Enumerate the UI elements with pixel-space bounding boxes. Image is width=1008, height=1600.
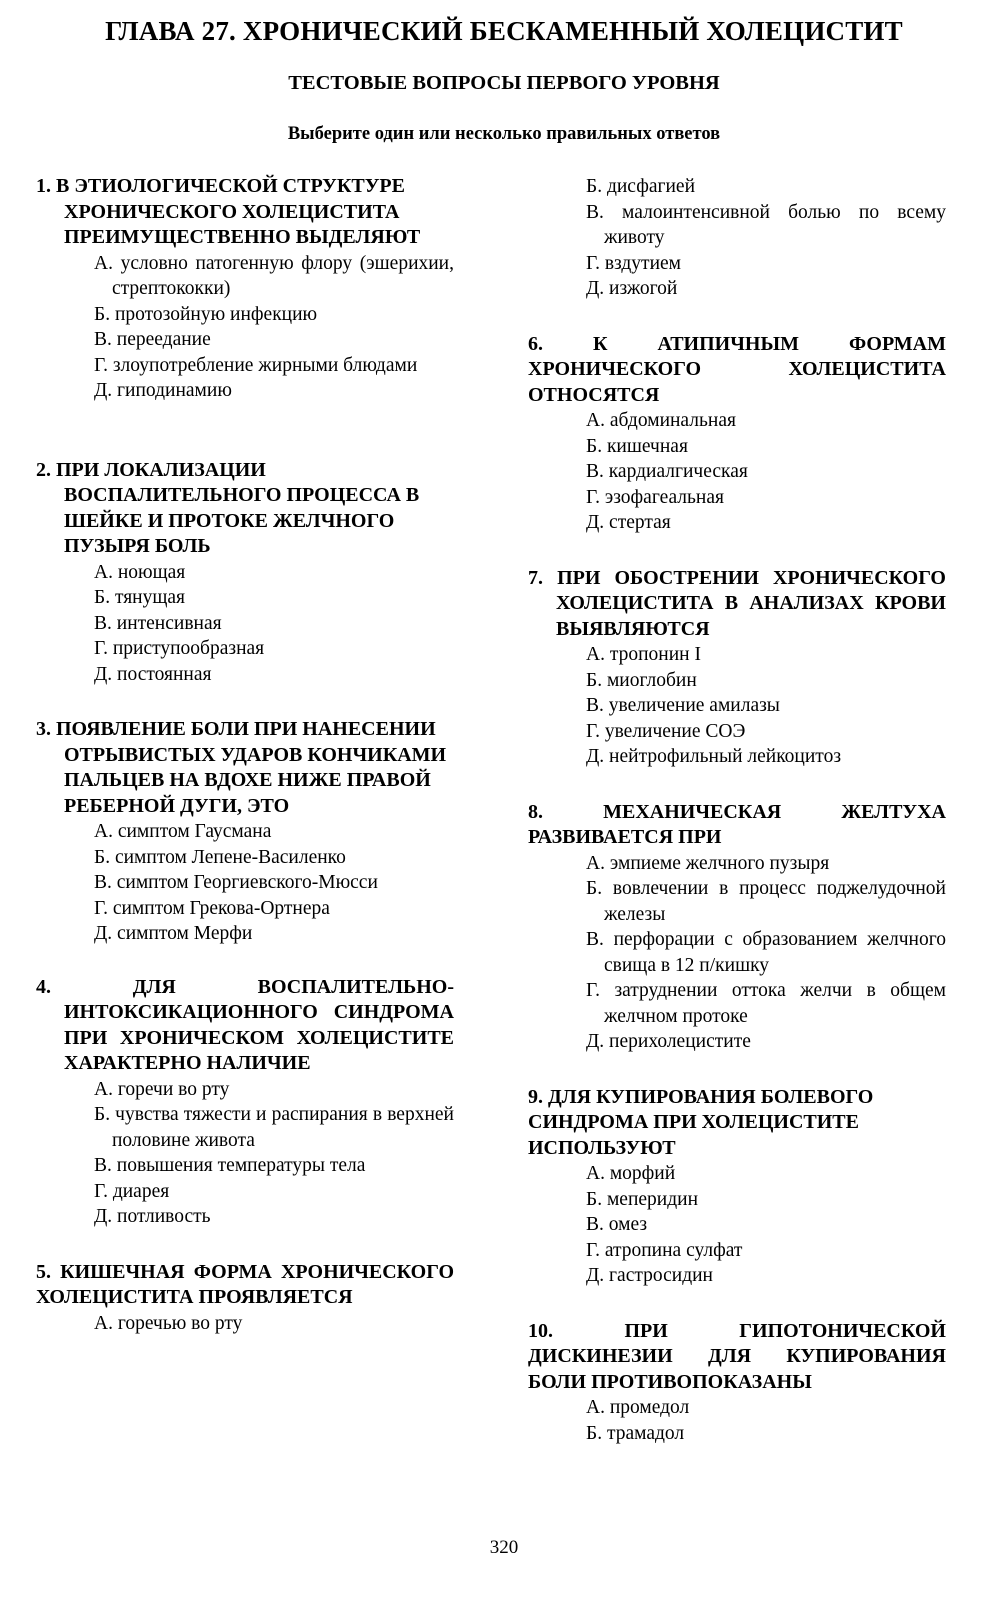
answer-option: Б. трамадол <box>586 1422 685 1444</box>
question-5 <box>36 1260 454 1337</box>
answer-option: Б. протозойную инфекцию <box>94 303 318 325</box>
answer-option: Г. диарея <box>94 1180 170 1202</box>
answer-option: Д. нейтрофильный лейкоцитоз <box>586 746 842 767</box>
answer-option: Г. симптом Грекова-Ортнера <box>94 897 330 919</box>
instruction-text: Выберите один или несколько правильных ответов <box>287 124 721 144</box>
answer-list <box>528 174 946 302</box>
answer-option: Д. симптом Мерфи <box>94 923 253 944</box>
question-6 <box>528 332 946 536</box>
answer-option: В. повышения температуры тела <box>94 1155 366 1176</box>
question-text: 6. К АТИПИЧНЫМ ФОРМАМ ХРОНИЧЕСКОГО ХОЛЕЦИСТИТА ОТНОСЯТСЯ <box>528 332 946 406</box>
answer-option: Г. вздутием <box>586 252 682 274</box>
answer-option: Б. тянущая <box>94 587 186 608</box>
answer-option: Г. злоупотребление жирными блюдами <box>94 354 418 376</box>
answer-option: Д. изжогой <box>586 278 678 299</box>
question-text: 8. МЕХАНИЧЕСКАЯ ЖЕЛТУХА РАЗВИВАЕТСЯ ПРИ <box>528 800 946 848</box>
question-1 <box>36 174 454 404</box>
answer-option: Г. увеличение СОЭ <box>586 720 746 742</box>
answer-list <box>528 642 946 770</box>
left-column <box>36 174 454 1336</box>
question-3 <box>36 717 454 947</box>
answer-option: В. омез <box>586 1214 648 1235</box>
answer-option: Б. миоглобин <box>586 669 697 691</box>
answer-option: Г. атропина сулфат <box>586 1239 743 1261</box>
answer-option: В. симптом Георгиевского-Мюсси <box>94 872 378 893</box>
question-5-continued <box>528 174 946 302</box>
answer-option: Б. дисфагией <box>586 176 696 197</box>
answer-option: В. кардиалгическая <box>586 461 748 482</box>
section-title: ТЕСТОВЫЕ ВОПРОСЫ ПЕРВОГО УРОВНЯ <box>288 72 720 94</box>
answer-option: В. переедание <box>94 329 211 350</box>
answer-option: А. ноющая <box>94 561 186 583</box>
answer-list <box>36 251 454 404</box>
answer-option: Б. кишечная <box>586 435 688 457</box>
question-text: 10. ПРИ ГИПОТОНИЧЕСКОЙ ДИСКИНЕЗИИ ДЛЯ КУПИРОВАНИЯ БОЛИ ПРОТИВОПОКАЗАНЫ <box>528 1319 946 1393</box>
answer-option: Д. постоянная <box>94 663 212 685</box>
answer-option: Г. эзофагеальная <box>586 486 724 508</box>
answer-list <box>528 1161 946 1289</box>
question-8 <box>528 800 946 1055</box>
question-7 <box>528 566 946 770</box>
answer-option: Б. симптом Лепене-Василенко <box>94 846 346 868</box>
question-2 <box>36 458 454 688</box>
answer-option: Б. меперидин <box>586 1188 699 1210</box>
answer-option: А. промедол <box>586 1397 690 1418</box>
question-text: 5. КИШЕЧНАЯ ФОРМА ХРОНИЧЕСКОГО ХОЛЕЦИСТИТА ПРОЯВЛЯЕТСЯ <box>36 1260 454 1308</box>
question-text: 7. ПРИ ОБОСТРЕНИИ ХРОНИЧЕСКОГО ХОЛЕЦИСТИТА В АНАЛИЗАХ КРОВИ ВЫЯВЛЯЮТСЯ <box>528 566 946 640</box>
answer-option: А. тропонин I <box>586 644 701 665</box>
answer-option: А. абдоминальная <box>586 410 736 431</box>
question-text: 4. ДЛЯ ВОСПАЛИТЕЛЬНО-ИНТОКСИКАЦИОННОГО СИНДРОМА ПРИ ХРОНИЧЕСКОМ ХОЛЕЦИСТИТЕ ХАРАКТЕРНО НАЛИЧИЕ <box>36 975 454 1074</box>
answer-option: А. условно патогенную флору (эшерихии, стрептококки) <box>94 252 454 299</box>
answer-option: В. перфорации с образованием желчного свища в 12 п/кишку <box>586 929 946 976</box>
question-4 <box>36 975 454 1230</box>
answer-list <box>528 1395 946 1446</box>
answer-option: В. увеличение амилазы <box>586 695 780 716</box>
answer-option: А. эмпиеме желчного пузыря <box>586 852 830 874</box>
answer-option: Д. гиподинамию <box>94 380 232 401</box>
answer-option: А. горечью во рту <box>94 1312 243 1334</box>
answer-list <box>528 851 946 1055</box>
question-9 <box>528 1085 946 1289</box>
answer-option: В. интенсивная <box>94 612 222 634</box>
answer-option: Б. вовлечении в процесс поджелудочной железы <box>586 878 946 925</box>
question-text: 9. ДЛЯ КУПИРОВАНИЯ БОЛЕВОГО СИНДРОМА ПРИ ХОЛЕЦИСТИТЕ ИСПОЛЬЗУЮТ <box>528 1085 874 1159</box>
chapter-title: ГЛАВА 27. ХРОНИЧЕСКИЙ БЕСКАМЕННЫЙ ХОЛЕЦИСТИТ <box>105 16 903 46</box>
answer-option: Г. затруднении оттока желчи в общем желчном протоке <box>586 980 946 1027</box>
answer-option: Д. потливость <box>94 1206 211 1227</box>
answer-option: А. морфий <box>586 1163 676 1184</box>
answer-list <box>36 560 454 688</box>
answer-option: А. симптом Гаусмана <box>94 821 272 842</box>
right-column <box>528 174 946 1446</box>
answer-option: А. горечи во рту <box>94 1078 230 1100</box>
question-text: 1. В ЭТИОЛОГИЧЕСКОЙ СТРУКТУРЕ ХРОНИЧЕСКОГО ХОЛЕЦИСТИТА ПРЕИМУЩЕСТВЕННО ВЫДЕЛЯЮТ <box>36 175 421 248</box>
answer-option: Д. стертая <box>586 512 671 533</box>
question-10 <box>528 1319 946 1447</box>
answer-option: Б. чувства тяжести и распирания в верхней половине живота <box>94 1104 454 1151</box>
question-text: 2. ПРИ ЛОКАЛИЗАЦИИ ВОСПАЛИТЕЛЬНОГО ПРОЦЕССА В ШЕЙКЕ И ПРОТОКЕ ЖЕЛЧНОГО ПУЗЫРЯ БОЛЬ <box>36 458 420 557</box>
answer-list <box>528 408 946 536</box>
question-text: 3. ПОЯВЛЕНИЕ БОЛИ ПРИ НАНЕСЕНИИ ОТРЫВИСТЫХ УДАРОВ КОНЧИКАМИ ПАЛЬЦЕВ НА ВДОХЕ НИЖЕ ПРАВОЙ РЕБЕРНОЙ ДУГИ, ЭТО <box>36 718 447 817</box>
answer-option: Д. перихолецистите <box>586 1031 751 1052</box>
answer-list <box>36 819 454 947</box>
answer-option: В. малоинтенсивной болью по всему животу <box>586 201 946 248</box>
answer-option: Д. гастросидин <box>586 1265 713 1286</box>
answer-list <box>36 1311 454 1337</box>
answer-list <box>36 1077 454 1230</box>
page-number: 320 <box>489 1537 519 1558</box>
answer-option: Г. приступообразная <box>94 638 265 659</box>
